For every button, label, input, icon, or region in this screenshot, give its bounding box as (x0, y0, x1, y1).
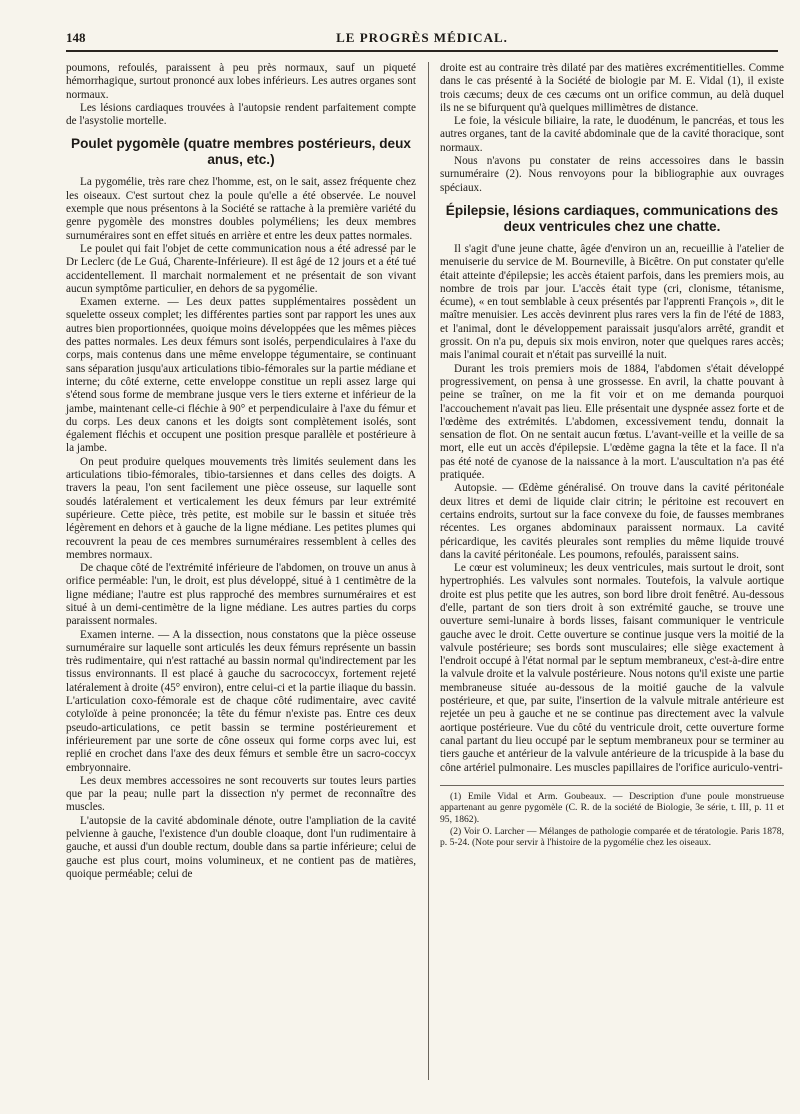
paragraph: Autopsie. — Œdème généralisé. On trouve dans la cavité péritonéale deux litres et demi de liquide clair citrin; le péritoine est recouvert en certains endroits, surtout sur la face convexe du foie, de fausses membranes récentes. Les organes abdominaux paraissent normaux. La cavité péricardique, les cavités pleurales sont remplies du même liquide trouvé dans la cavité péritonéale. Les poumons, refoulés, paraissent sains. (440, 482, 784, 561)
paragraph: droite est au contraire très dilaté par des matières excrémentitielles. Comme dans le cas présenté à la Société de biologie par M. E. Vidal (1), il existe trois cæcums; deux de ces cæcums ont un orifice commun, au delà duquel ils ne se bifurquent qu'à quelques millimètres de distance. (440, 62, 784, 114)
paragraph: Il s'agit d'une jeune chatte, âgée d'environ un an, recueillie à l'atelier de menuiserie du service de M. Bourneville, à Bicêtre. On put constater qu'elle était atteinte d'épilepsie; les accès étaient parfois, dans les premiers mois, au nombre de trois par jour. L'accès était type (cri, clonisme, tétanisme, écume), « en tout semblable à ceux présentés par l'apprenti François », dit le maître menuisier. Les accès devinrent plus rares vers la fin de l'été de 1883, et l'animal, dont le développement paraissait jusqu'alors arrêté, grandit et grossit. On n'a pu, depuis six mois environ, noter que quelques rares accès; mais l'animal courait et n'était pas surveillé la nuit. (440, 242, 784, 362)
paragraph: Examen interne. — A la dissection, nous constatons que la pièce osseuse surnuméraire sur laquelle sont articulés les deux fémurs représente un bassin très rudimentaire, qui n'est rattaché au bassin normal qu'indirectement par les tissus environnants. Il est placé à gauche du sacrococcyx, fortement rejeté latéralement à droite (45° environ), entre celui-ci et la partie iliaque du bassin. L'articulation coxo-fémorale est de chaque côté rudimentaire, avec cavité cotyloïde à peine prononcée; la tête du fémur n'existe pas. Entre ces deux pseudo-articulations, ce petit bassin se termine postérieurement et inférieurement par une sorte de cône osseux qui forme corps avec lui, est replié en crochet dans l'axe des deux fémurs et semble être un sacro-coccyx embryonnaire. (66, 628, 416, 774)
column-divider (428, 62, 429, 1080)
paragraph: Nous n'avons pu constater de reins accessoires dans le bassin surnuméraire (2). Nous renvoyons pour la bibliographie aux ouvrages spéciaux. (440, 155, 784, 194)
paragraph: Le cœur est volumineux; les deux ventricules, mais surtout le droit, sont hypertrophiés. Les valvules sont normales. Toutefois, la valvule aortique droite est plus petite que les autres, son bord libre droit fenêtré. Au-dessous d'elle, partant de son tiers droit à son extrémité gauche, se trouve une ouverture semi-lunaire à bords lisses, faisant communiquer le ventricule gauche avec le droit. Cette ouverture se continue jusque vers la moitié de la valvule postérieure; ses bords sont musculaires; elle siège exactement à l'endroit occupé à l'état normal par le septum membraneux, c'est-à-dire entre la valvule droite et la valvule postérieure. Nous notons qu'il existe une partie membraneuse située au-dessous de la moitié gauche de la valvule postérieure, et que, par suite, l'insertion de la valvule mitrale antérieure est rejetée un peu à gauche et ne se continue pas directement avec la valvule aortique postérieure. Vue du côté du ventricule droit, cette ouverture forme canal partant du lieu occupé par le septum membraneux pour se terminer au tiers gauche et antérieur de la valvule antérieure de la tricuspide à la base du cône artériel pulmonaire. Les muscles papillaires de l'orifice auriculo-ventri- (440, 562, 784, 774)
left-column (66, 62, 416, 881)
paragraph: poumons, refoulés, paraissent à peu près normaux, sauf un piqueté hémorrhagique, surtout prononcé aux lobes inférieurs. Les autres organes sont normaux. (66, 62, 416, 101)
page-number: 148 (66, 30, 86, 45)
paragraph: L'autopsie de la cavité abdominale dénote, outre l'ampliation de la cavité pelvienne à gauche, l'existence d'un double cloaque, dont l'un rudimentaire à gauche, et aussi d'un double rectum, double dans sa partie inférieure; celui de gauche est plus court, moins volumineux, et ne contient pas de matières, quoique perméable; celui de (66, 814, 416, 880)
paragraph: Le foie, la vésicule biliaire, la rate, le duodénum, le pancréas, et tous les autres organes, tant de la cavité abdominale que de la cavité thoracique, sont normaux. (440, 115, 784, 154)
right-column (440, 62, 784, 849)
paragraph: Les deux membres accessoires ne sont recouverts sur toutes leurs parties que par la peau; nulle part la dissection n'y permet de reconnaître des muscles. (66, 774, 416, 814)
paragraph: On peut produire quelques mouvements très limités seulement dans les articulations tibio-fémorales, tibio-tarsiennes et dans celles des doigts. A travers la peau, l'on sent facilement une pièce osseuse, sur laquelle sont soudés latéralement et verticalement les deux fémurs par leur extrémité supérieure. Cette pièce, très petite, est mobile sur le bassin et située très légèrement en dehors et à gauche de la ligne médiane. Les petites plumes qui recouvrent la peau de ces membres surnuméraires ressemblent à celles des membres normaux. (66, 455, 416, 561)
paragraph: De chaque côté de l'extrémité inférieure de l'abdomen, on trouve un anus à orifice perméable: l'un, le droit, est plus développé, situé à 1 centimètre de la ligne médiane; l'autre est plus rapproché des membres surnuméraires et est situé à un demi-centimètre de la ligne médiane. Les autres parties du corps paraissent normales. (66, 562, 416, 628)
section-title: Épilepsie, lésions cardiaques, communications des deux ventricules chez une chatte. (445, 202, 779, 234)
footnote: (2) Voir O. Larcher — Mélanges de pathologie comparée et de tératologie. Paris 1878, p. 5-24. (Note pour servir à l'histoire de la pygomélie chez les oiseaux. (440, 825, 784, 849)
paragraph: Examen externe. — Les deux pattes supplémentaires possèdent un squelette osseux complet; les différentes parties sont par rapport les unes aux autres bien proportionnées, quoique moins développées que les mêmes pièces des pattes normales. Les deux fémurs sont isolés, perpendiculaires à l'axe du corps, mais contenus dans une même enveloppe tégumentaire, se continuant sans séparation jusqu'aux articulations tibio-fémorales sur la partie médiane et interne; du côté externe, cette enveloppe constitue un repli assez large qui s'étend sous forme de membrane jusque vers le tiers externe et inférieur de la jambe, maintenant celle-ci fléchie à 90° et perpendiculaire à l'axe du fémur et du corps. Les deux canons et les doigts sont complètement isolés, sont également fléchis et occupent une position presque parallèle et postérieure à la jambe. (66, 296, 416, 455)
footnote: (1) Emile Vidal et Arm. Goubeaux. — Description d'une poule monstrueuse appartenant au genre pygomèle (C. R. de la société de Biologie, 3e série, t. III, p. 11 et 95, 1862). (440, 790, 784, 826)
paragraph: Les lésions cardiaques trouvées à l'autopsie rendent parfaitement compte de l'asystolie mortelle. (66, 101, 416, 128)
running-header (66, 28, 778, 52)
footnotes (440, 785, 784, 849)
paragraph: La pygomélie, très rare chez l'homme, est, on le sait, assez fréquente chez les oiseaux. C'est surtout chez la poule qu'elle a été observée. Le nouvel exemple que nous présentons à la Société se rattache à la première variété du genre pygomèle des monstres doubles polyméliens; les deux membres surnuméraires sont en effet situés en arrière et entre les deux pattes normales. (66, 176, 416, 242)
paragraph: Le poulet qui fait l'objet de cette communication nous a été adressé par le Dr Leclerc (de Le Guá, Charente-Inférieure). Il est âgé de 12 jours et a été tué accidentellement. Il marchait normalement et ne présentait de son vivant aucun symptôme particulier, en dehors de sa pygomélie. (66, 242, 416, 295)
section-title: Poulet pygomèle (quatre membres postérieurs, deux anus, etc.) (71, 136, 411, 168)
journal-title: LE PROGRÈS MÉDICAL. (336, 30, 508, 45)
paragraph: Durant les trois premiers mois de 1884, l'abdomen s'était développé progressivement, on pensa à une grossesse. En avril, la chatte pouvant à peine se traîner, on me la fit voir et on me demanda pourquoi l'accouchement n'avait pas lieu. Elle présentait une dyspnée assez forte et de l'œdème des extrémités. L'abdomen, excessivement tendu, donnait la sensation de flot. On ne sentait aucun fœtus. L'avant-veille et la veille de sa mort, elle eut un accès d'épilepsie. L'œdème gagna la tête et la face. Il n'a pas été noté de cyanose de la naissance à la mort. L'auscultation n'a pas été pratiquée. (440, 362, 784, 482)
